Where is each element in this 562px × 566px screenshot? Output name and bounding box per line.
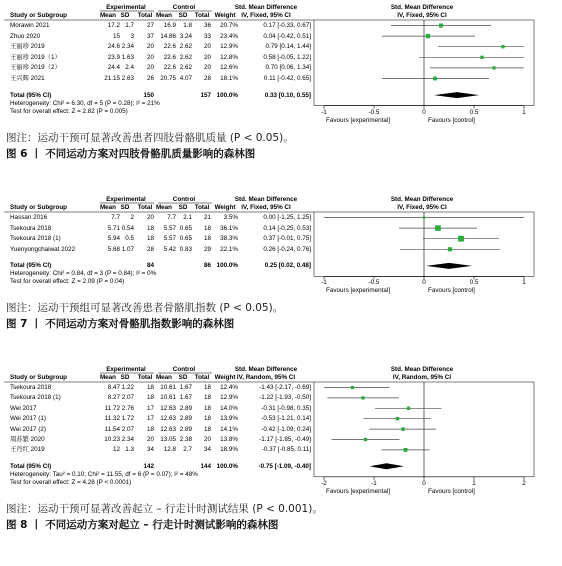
exp-mean: 17.2 [107, 22, 120, 29]
favours-left-label: Favours [experimental] [326, 487, 391, 495]
ctl-total-header: Total [194, 204, 210, 211]
effect-marker [423, 216, 425, 218]
ctl-sd: 2.7 [183, 446, 192, 454]
ctl-mean: 10.61 [160, 384, 176, 391]
study-name: Hassan 2016 [10, 214, 48, 221]
weight-value: 12.4% [220, 384, 238, 391]
total-ctl-n: 157 [200, 91, 211, 99]
study-name: Wei 2017 [10, 404, 37, 412]
plot-title: Std. Mean Difference [390, 196, 454, 203]
effect-marker [404, 448, 408, 452]
ci-value: -1.22 [-1.93, -0.50] [259, 394, 311, 402]
ctl-mean-header: Mean [155, 12, 173, 19]
ctl-sd: 2.89 [179, 415, 192, 423]
exp-sd: 1.72 [121, 415, 134, 423]
plot-title: Std. Mean Difference [390, 366, 454, 373]
x-tick-label: 0 [422, 108, 426, 116]
ctl-sd: 2.62 [179, 64, 192, 72]
exp-mean: 5.94 [107, 235, 120, 243]
exp-mean-header: Mean [99, 374, 117, 381]
experimental-header: Experimental [106, 4, 146, 11]
exp-sd-header: SD [120, 374, 130, 381]
ctl-mean: 10.61 [160, 394, 176, 402]
heterogeneity-text: Heterogeneity: Tau² = 0.10; Chi² = 11.55, df = 6 (P = 0.07); I² = 48% [10, 470, 198, 478]
ctl-mean: 13.05 [160, 436, 176, 443]
effect-marker [480, 56, 483, 59]
study-name: 王兴辉 2021 [10, 75, 45, 82]
exp-n: 20 [146, 64, 154, 72]
figure-title: 图 8 丨 不同运动方案对起立 – 行走计时测试影响的森林图 [6, 518, 279, 531]
exp-mean: 24.4 [107, 64, 120, 72]
weight-value: 13.8% [220, 436, 238, 443]
exp-n: 17 [146, 404, 154, 412]
ctl-sd: 2.38 [179, 436, 192, 443]
ctl-sd-header: SD [178, 204, 188, 211]
weight-value: 3.5% [223, 214, 238, 221]
ci-value: 0.00 [-1.25, 1.25] [263, 214, 311, 221]
ci-value: -0.31 [-0.98, 0.35] [261, 404, 311, 412]
favours-right-label: Favours [control] [428, 116, 475, 124]
effect-marker [426, 34, 430, 38]
total-weight: 100.0% [216, 462, 238, 470]
total-label: Total (95% CI) [10, 91, 52, 99]
exp-sd: 3 [130, 32, 134, 40]
exp-mean: 21.15 [104, 75, 120, 82]
ci-value: -0.37 [-0.85, 0.11] [261, 446, 311, 454]
x-tick-label: -0.5 [368, 279, 380, 287]
plot-method-header: IV, Random, 95% CI [392, 374, 452, 381]
ctl-mean: 14.86 [160, 32, 176, 40]
exp-mean-header: Mean [99, 12, 117, 19]
ci-value: 0.17 [-0.33, 0.67] [263, 22, 311, 29]
exp-n: 20 [146, 43, 154, 51]
exp-sd: 1.22 [121, 384, 134, 391]
study-name: 周苏繁 2020 [10, 436, 45, 443]
pooled-effect-diamond [426, 263, 472, 269]
exp-n: 18 [146, 394, 154, 402]
ctl-mean: 5.57 [163, 224, 176, 232]
exp-mean: 5.68 [107, 245, 120, 253]
x-tick-label: -1 [371, 479, 377, 487]
ctl-n: 36 [203, 22, 211, 29]
study-name: Tsekoura 2018 (1) [10, 394, 61, 402]
ctl-sd: 1.67 [179, 394, 192, 402]
exp-n: 27 [146, 22, 154, 29]
pooled-effect-diamond [434, 92, 479, 98]
exp-sd-header: SD [120, 12, 130, 19]
total-exp-n: 84 [146, 262, 154, 270]
ctl-mean: 5.42 [163, 245, 176, 253]
study-column-header: Study or Subgroup [10, 374, 68, 381]
study-name: Wei 2017 (2) [10, 425, 46, 433]
exp-sd: 1.3 [125, 446, 134, 454]
ctl-sd: 1.67 [179, 384, 192, 391]
effect-marker [364, 438, 367, 441]
exp-total-header: Total [137, 204, 153, 211]
weight-value: 12.8% [220, 53, 238, 61]
total-label: Total (95% CI) [10, 462, 52, 470]
exp-mean: 5.71 [107, 224, 120, 232]
ctl-n: 20 [203, 436, 211, 443]
x-tick-label: -1 [321, 108, 327, 116]
ctl-sd: 2.62 [179, 53, 192, 61]
effect-marker [351, 386, 354, 389]
ctl-mean-header: Mean [155, 204, 173, 211]
figure-title: 图 7 丨 不同运动方案对骨骼肌指数影响的森林图 [6, 318, 235, 331]
exp-n: 28 [146, 245, 154, 253]
ci-value: 0.04 [-0.42, 0.51] [263, 32, 311, 40]
x-tick-label: 0 [422, 279, 426, 287]
ci-value: 0.70 [0.06, 1.34] [265, 64, 311, 72]
exp-mean: 12 [112, 446, 120, 454]
exp-sd: 2.34 [121, 436, 134, 443]
ctl-total-header: Total [194, 374, 210, 381]
weight-value: 12.6% [220, 64, 238, 72]
study-name: Yuenyongchaiwat 2022 [10, 245, 76, 253]
study-name: 王丽珍 2019 [10, 43, 45, 51]
total-exp-n: 150 [143, 91, 154, 99]
ctl-sd-header: SD [178, 374, 188, 381]
ci-value: 0.58 [-0.05, 1.22] [263, 53, 311, 61]
exp-sd: 2.76 [121, 404, 134, 412]
effect-header: Std. Mean Difference [234, 4, 298, 11]
ci-value: -1.17 [-1.85, -0.49] [259, 436, 311, 443]
exp-sd: 0.5 [125, 235, 134, 243]
x-tick-label: 0.5 [469, 108, 479, 116]
method-header: IV, Fixed, 95% CI [241, 12, 291, 19]
weight-value: 23.4% [220, 32, 238, 40]
effect-marker [448, 247, 452, 251]
x-tick-label: -0.5 [368, 108, 380, 116]
exp-mean: 10.23 [104, 436, 120, 443]
study-name: Wei 2017 (1) [10, 415, 46, 423]
total-ci: 0.33 [0.10, 0.55] [264, 91, 311, 99]
ci-value: 0.26 [-0.24, 0.76] [263, 245, 311, 253]
ctl-sd: 2.89 [179, 404, 192, 412]
weight-value: 20.7% [220, 22, 238, 29]
study-name: 王丽珍 2019（2） [10, 64, 61, 72]
ci-value: 0.14 [-0.25, 0.53] [263, 224, 311, 232]
ctl-sd: 1.8 [183, 22, 192, 29]
exp-total-header: Total [137, 12, 153, 19]
total-weight: 100.0% [216, 91, 238, 99]
control-header: Control [172, 366, 196, 373]
exp-n: 20 [146, 436, 154, 443]
ctl-mean: 12.63 [160, 404, 176, 412]
effect-marker [396, 417, 399, 420]
ci-value: -1.43 [-2.17, -0.69] [259, 384, 311, 391]
control-header: Control [172, 196, 196, 203]
ctl-n: 20 [203, 43, 211, 51]
exp-sd: 1.7 [125, 22, 134, 29]
total-label: Total (95% CI) [10, 262, 52, 270]
exp-sd: 2.07 [121, 425, 134, 433]
method-header: IV, Fixed, 95% CI [241, 204, 291, 211]
exp-sd: 2.34 [121, 43, 134, 51]
effect-marker [458, 236, 464, 242]
exp-mean: 15 [112, 32, 120, 40]
ci-value: -0.53 [-1.21, 0.14] [261, 415, 311, 423]
study-name: Morawin 2021 [10, 22, 50, 29]
overall-effect-text: Test for overall effect: Z = 4.28 (P < 0.0001) [10, 478, 132, 486]
favours-right-label: Favours [control] [428, 487, 475, 495]
weight-value: 18.1% [220, 75, 238, 82]
weight-value: 36.1% [220, 224, 238, 232]
exp-sd: 0.54 [121, 224, 134, 232]
ctl-sd: 2.1 [183, 214, 192, 221]
effect-marker [407, 407, 410, 410]
figure-caption-note: 图注：运动干预可显著改善起立 – 行走计时测试结果 (P < 0.001)。 [6, 502, 323, 515]
ctl-n: 29 [203, 245, 211, 253]
ctl-n: 20 [203, 53, 211, 61]
plot-method-header: IV, Fixed, 95% CI [397, 12, 447, 19]
control-header: Control [172, 4, 196, 11]
exp-n: 18 [146, 425, 154, 433]
effect-marker [433, 77, 437, 81]
ctl-mean: 12.63 [160, 415, 176, 423]
study-name: 王丹红 2019 [10, 446, 45, 454]
ctl-mean: 7.7 [167, 214, 176, 221]
ctl-mean: 22.6 [163, 64, 176, 72]
exp-n: 37 [146, 32, 154, 40]
ctl-sd: 2.89 [179, 425, 192, 433]
exp-n: 17 [146, 415, 154, 423]
weight-value: 13.9% [220, 415, 238, 423]
effect-header: Std. Mean Difference [234, 196, 298, 203]
weight-value: 38.3% [220, 235, 238, 243]
exp-sd: 2.63 [121, 75, 134, 82]
study-name: Tsekoura 2018 [10, 384, 52, 391]
ctl-sd: 2.62 [179, 43, 192, 51]
total-ctl-n: 144 [200, 462, 211, 470]
ctl-n: 28 [203, 75, 211, 82]
effect-marker [361, 396, 364, 399]
exp-mean: 24.6 [107, 43, 120, 51]
weight-value: 12.9% [220, 43, 238, 51]
total-exp-n: 142 [143, 462, 154, 470]
heterogeneity-text: Heterogeneity: Chi² = 6.30, df = 5 (P = 0.28); I² = 21% [10, 99, 160, 107]
overall-effect-text: Test for overall effect: Z = 2.09 (P = 0.04) [10, 278, 125, 286]
study-name: Zhuo 2020 [10, 32, 41, 40]
x-tick-label: -1 [321, 279, 327, 287]
ctl-n: 20 [203, 64, 211, 72]
exp-n: 20 [146, 53, 154, 61]
ctl-mean-header: Mean [155, 374, 173, 381]
ctl-n: 18 [203, 384, 211, 391]
exp-n: 34 [146, 446, 154, 454]
x-tick-label: 1 [522, 279, 526, 287]
favours-right-label: Favours [control] [428, 287, 475, 295]
favours-left-label: Favours [experimental] [326, 116, 391, 124]
exp-sd: 2.07 [121, 394, 134, 402]
ci-value: 0.11 [-0.42, 0.65] [263, 75, 311, 82]
ctl-n: 33 [203, 32, 211, 40]
ctl-mean: 20.75 [160, 75, 176, 82]
effect-marker [439, 23, 443, 27]
exp-mean: 23.9 [107, 53, 120, 61]
ctl-sd: 0.83 [179, 245, 192, 253]
effect-marker [401, 427, 404, 430]
exp-mean: 7.7 [111, 214, 120, 221]
exp-mean: 11.32 [104, 415, 120, 423]
effect-marker [501, 45, 504, 48]
exp-mean: 11.54 [104, 425, 120, 433]
figure-title: 图 6 丨 不同运动方案对四肢骨骼肌质量影响的森林图 [6, 147, 256, 160]
ci-value: -0.42 [-1.09, 0.24] [261, 425, 311, 433]
ctl-sd: 0.65 [179, 235, 192, 243]
method-header: IV, Random, 95% CI [236, 374, 296, 381]
pooled-effect-diamond [370, 463, 405, 469]
weight-header: Weight [214, 204, 236, 211]
exp-sd: 2.4 [125, 64, 134, 72]
exp-total-header: Total [137, 374, 153, 381]
weight-value: 22.1% [220, 245, 238, 253]
x-tick-label: 0 [422, 479, 426, 487]
total-ci: 0.25 [0.02, 0.48] [264, 262, 311, 270]
ctl-total-header: Total [194, 12, 210, 19]
ctl-sd: 4.07 [179, 75, 192, 82]
overall-effect-text: Test for overall effect: Z = 2.82 (P = 0.005) [10, 107, 128, 115]
ctl-mean: 5.57 [163, 235, 176, 243]
exp-n: 18 [146, 384, 154, 391]
weight-header: Weight [214, 12, 236, 19]
effect-marker [435, 225, 441, 231]
study-name: Tsekoura 2018 (1) [10, 235, 61, 243]
exp-mean-header: Mean [99, 204, 117, 211]
plot-method-header: IV, Fixed, 95% CI [397, 204, 447, 211]
x-tick-label: 2 [522, 479, 526, 487]
x-tick-label: -2 [321, 479, 327, 487]
weight-value: 14.0% [220, 404, 238, 412]
ctl-n: 18 [203, 404, 211, 412]
weight-value: 18.9% [220, 446, 238, 454]
exp-sd-header: SD [120, 204, 130, 211]
exp-n: 18 [146, 224, 154, 232]
figure-caption-note: 图注：运动干预可显著改善患者四肢骨骼肌质量 (P < 0.05)。 [6, 131, 294, 144]
effect-marker [492, 66, 495, 69]
ctl-sd: 3.24 [179, 32, 192, 40]
ctl-mean: 12.8 [163, 446, 176, 454]
ctl-mean: 16.9 [163, 22, 176, 29]
study-name: Tsekoura 2018 [10, 224, 52, 232]
exp-n: 18 [146, 235, 154, 243]
ctl-n: 18 [203, 224, 211, 232]
x-tick-label: 0.5 [469, 279, 479, 287]
effect-header: Std. Mean Difference [234, 366, 298, 373]
ctl-n: 21 [203, 214, 211, 221]
x-tick-label: 1 [472, 479, 476, 487]
study-column-header: Study or Subgroup [10, 12, 68, 19]
ci-value: 0.37 [-0.01, 0.75] [263, 235, 311, 243]
ctl-mean: 12.63 [160, 425, 176, 433]
ctl-mean: 22.6 [163, 43, 176, 51]
study-column-header: Study or Subgroup [10, 204, 68, 211]
exp-mean: 8.27 [107, 394, 120, 402]
study-name: 王丽珍 2019（1） [10, 53, 61, 61]
total-ctl-n: 86 [203, 262, 211, 270]
total-weight: 100.0% [216, 262, 238, 270]
exp-sd: 1.63 [121, 53, 134, 61]
ctl-n: 18 [203, 394, 211, 402]
plot-title: Std. Mean Difference [390, 4, 454, 11]
exp-n: 20 [146, 214, 154, 221]
ctl-sd-header: SD [178, 12, 188, 19]
ctl-mean: 22.6 [163, 53, 176, 61]
ctl-n: 34 [203, 446, 211, 454]
exp-mean: 11.72 [104, 404, 120, 412]
ci-value: 0.79 [0.14, 1.44] [265, 43, 311, 51]
exp-mean: 8.47 [107, 384, 120, 391]
exp-sd: 1.07 [121, 245, 134, 253]
weight-value: 14.1% [220, 425, 238, 433]
experimental-header: Experimental [106, 196, 146, 203]
figure-caption-note: 图注：运动干预组可显著改善患者骨骼肌指数 (P < 0.05)。 [6, 302, 284, 315]
ctl-n: 18 [203, 415, 211, 423]
experimental-header: Experimental [106, 366, 146, 373]
heterogeneity-text: Heterogeneity: Chi² = 0.84, df = 3 (P = 0.84); I² = 0% [10, 270, 157, 278]
total-ci: -0.75 [-1.09, -0.40] [258, 462, 311, 470]
x-tick-label: 1 [522, 108, 526, 116]
exp-sd: 2 [130, 214, 134, 221]
weight-header: Weight [214, 374, 236, 381]
exp-n: 26 [146, 75, 154, 82]
favours-left-label: Favours [experimental] [326, 287, 391, 295]
ctl-sd: 0.65 [179, 224, 192, 232]
ctl-n: 18 [203, 235, 211, 243]
ctl-n: 18 [203, 425, 211, 433]
weight-value: 12.9% [220, 394, 238, 402]
